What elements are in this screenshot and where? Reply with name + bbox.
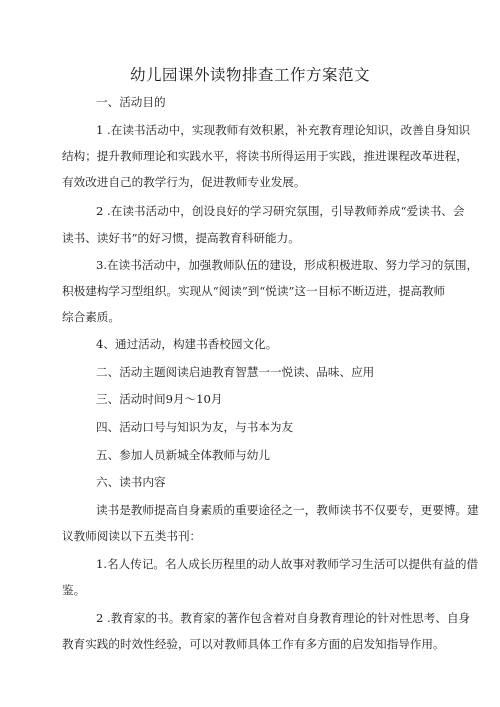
paragraph-line: 教育实践的时效性经验，可以对教师具体工作有多方面的启发知指导作用。 bbox=[62, 637, 445, 651]
section-heading-3: 三、活动时间9月〜10月 bbox=[96, 392, 223, 406]
paragraph-line: 鉴。 bbox=[62, 583, 86, 597]
section-heading-6: 六、读书内容 bbox=[96, 475, 166, 489]
paragraph-line: 积极建构学习型组织。实现从“阅读”到“悦读”这一目标不断迈进，提高教师 bbox=[62, 284, 446, 298]
paragraph-line: 结构；提升教师理论和实践水平，将读书所得运用于实践，推进课程改革进程， bbox=[62, 149, 468, 163]
paragraph-line: 综合素质。 bbox=[62, 310, 120, 324]
paragraph-line: 有效改进自己的教学行为，促进教师专业发展。 bbox=[62, 175, 306, 189]
paragraph-line: 1.名人传记。名人成长历程里的动人故事对教师学习生活可以提供有益的借 bbox=[96, 557, 479, 571]
paragraph-line: 2 .在读书活动中，创设良好的学习研究氛围，引导教师养成“爱读书、会 bbox=[96, 204, 465, 218]
section-heading-2: 二、活动主题阅读启迪教育智慧一一悦读、品味、应用 bbox=[96, 365, 375, 379]
paragraph-line: 4、通过活动，构建书香校园文化。 bbox=[96, 337, 278, 351]
paragraph-line: 3.在读书活动中，加强教师队伍的建设，形成积极进取、努力学习的氛围， bbox=[96, 258, 479, 272]
paragraph-line: 2 .教育家的书。教育家的著作包含着对自身教育理论的针对性思考、自身 bbox=[96, 611, 471, 625]
section-heading-4: 四、活动口号与知识为友，与书本为友 bbox=[96, 420, 294, 434]
section-heading-1: 一、活动目的 bbox=[96, 95, 166, 109]
paragraph-line: 1 .在读书活动中，实现教师有效积累，补充教育理论知识，改善自身知识 bbox=[96, 123, 471, 137]
paragraph-line: 读书是教师提高自身素质的重要途径之一，教师读书不仅要专，更要博。建 bbox=[96, 503, 479, 517]
paragraph-line: 议教师阅读以下五类书刊： bbox=[62, 529, 202, 543]
document-title: 幼儿园课外读物排查工作方案范文 bbox=[129, 66, 370, 84]
paragraph-line: 读书、读好书”的好习惯，提高教育科研能力。 bbox=[62, 231, 300, 245]
section-heading-5: 五、参加人员新城全体教师与幼儿 bbox=[96, 448, 270, 462]
